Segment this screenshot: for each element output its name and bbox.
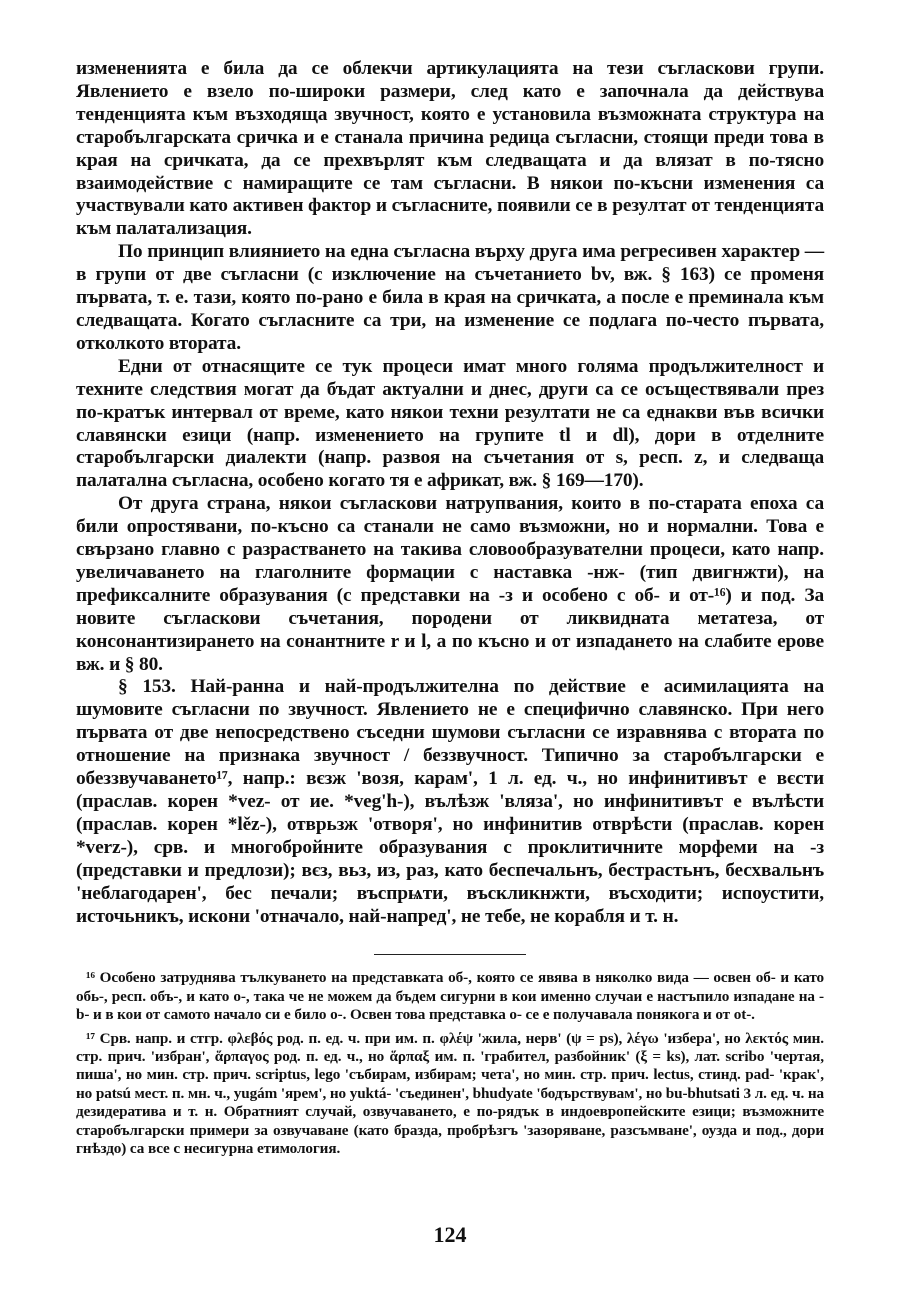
paragraph: Едни от отнасящите се тук процеси имат много голяма продължителност и техните следствия могат да бъдат актуални и днес, други са се осъществявали през по-кратък интервал от време, като някои техни резултати не са еднакви във всички славянски езици (напр. изменението на групите tl и dl), дори в отделните старобългарски диалекти (напр. развоя на съчетания от s, респ. z, и следваща палатална съгласна, особено когато тя е африкат, вж. § 169—170). (76, 355, 824, 492)
paragraph: От друга страна, някои съгласкови натрупвания, които в по-старата епоха са били опростявани, по-късно са станали не само възможни, но и нормални. Това е свързано главно с разрастването на такива словообразувателни процеси, като напр. увеличаването на глаголните формации с наставка -нж- (тип двигнжти), на префиксалните образувания (с представки на -з и особено с об- и от-¹⁶) и под. За новите съгласкови съчетания, породени от ликвидната метатеза, от консонантизирането на сонантните r и l, а по късно и от изпадането на слабите ерове вж. и § 80. (76, 493, 824, 675)
paragraph: измененията е била да се облекчи артикулацията на тези съгласкови групи. Явлението е взело по-широки размери, след като е започнала да действува тенденцията към възходяща звучност, която е установила възможната структура на старобългарската сричка и е станала причина редица съгласни, стоящи преди това в края на сричката, да се прехвърлят към следващата и да влязат в по-тясно взаимодействие с намиращите се там съгласни. В някои по-късни изменения са участвували като активен фактор и съгласните, появили се в резултат от тенденцията към палатализация. (76, 58, 824, 240)
main-text (76, 58, 824, 928)
paragraph-section-153: § 153. Най-ранна и най-продължителна по действие е асимилацията на шумовите съгласни по звучност. Явлението не е специфично славянско. При него първата от две непосредствено съседни шумови съгласни се изравнява с втората по отношение на признака звучност / беззвучност. Типично за старобългарски е обеззвучаването¹⁷, напр.: вєзж 'возя, карам', 1 л. ед. ч., но инфинитивът е вєсти (праслав. корен *vez- от ие. *veg'h-), вълѣзж 'вляза', но инфинитивът е вълѣсти (праслав. корен *lěz-), отврьзж 'отворя', но инфинитив отврѣсти (праслав. корен *verz-), срв. и многобройните образувания с проклитичните морфеми на -з (представки и предлози); вєз, вьз, из, раз, като беспечальнъ, бестрастьнъ, бесхвальнъ 'неблагодарен', бес печали; въспрѩти, въскликнжти, въсходити; испоустити, источьникъ, искони 'отначало, най-напред', не тебе, не корабля и т. н. (76, 676, 824, 927)
footnote-16: ¹⁶ Особено затруднява тълкуването на представката об-, която се явява в няколко вида — освен об- и като обь-, респ. объ-, и като о-, така че не можем да бъдем сигурни в кои именно случаи е настъпило изпадане на -b- и в кои от самото начало си е било o-. Освен това представка о- се е получавала понякога и от ot-. (76, 969, 824, 1024)
paragraph: По принцип влиянието на една съгласна върху друга има регресивен характер — в групи от две съгласни (с изключение на съчетанието bv, вж. § 163) се променя първата, т. е. тази, която по-рано е била в края на сричката, а после е преминала към следващата. Когато съгласните са три, на изменение се подлага по-често първата, отколкото втората. (76, 241, 824, 354)
page-number: 124 (433, 1222, 467, 1247)
footnote-17: ¹⁷ Срв. напр. и стгр. φλεβός род. п. ед. ч. при им. п. φλέψ 'жила, нерв' (ψ = ps), λέγω 'избера', но λεκτός мин. стр. прич. 'избран', ἅρπαγος род. п. ед. ч., но ἅρπαξ им. п. 'грабител, разбойник' (ξ = ks), лат. scribo 'чертая, пиша', но мин. стр. прич. scriptus, lego 'събирам, избирам; чета', но мин. стр. прич. lectus, стинд. pad- 'крак', но patsú мест. п. мн. ч., yugám 'ярем', но yuktá- 'съединен', bhudyate 'бодърствувам', но bu-bhutsati 3 л. ед. ч. на дезидератива и т. н. Обратният случай, озвучаването, е по-рядък в индоевропейските езици; възможните старобългарски примери за озвучаване (като бразда, пробрѣзгъ 'зазоряване, разсъмване', оузда и под., дори гнѣздо) са все с несигурна етимология. (76, 1029, 824, 1158)
footnotes (76, 969, 824, 1158)
footnote-separator (374, 954, 526, 955)
